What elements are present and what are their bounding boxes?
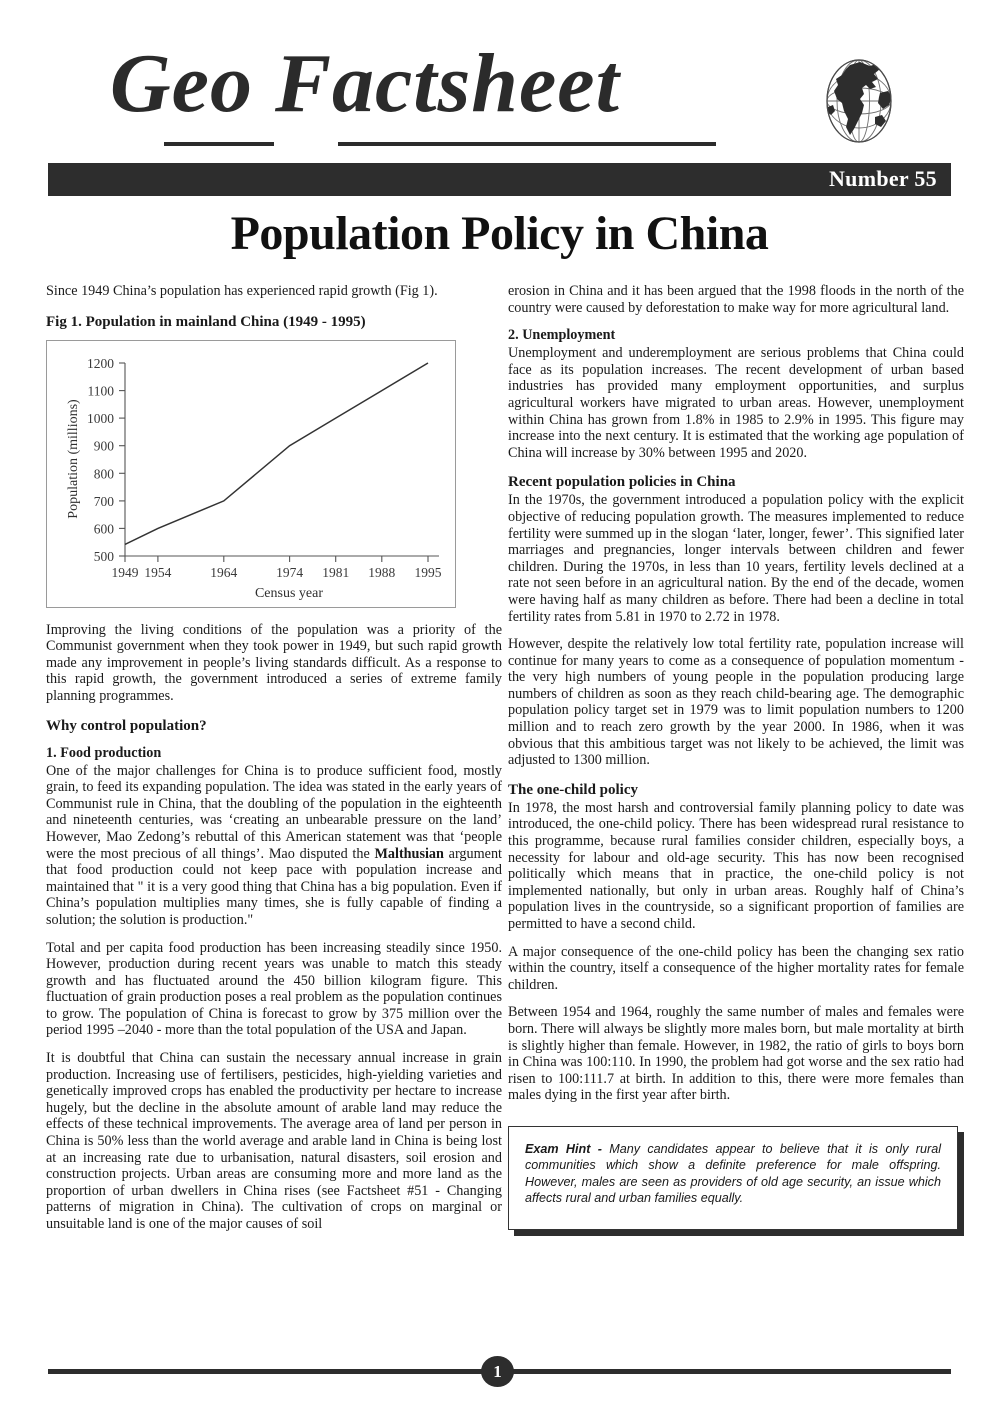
x-axis-title: Census year	[254, 585, 324, 601]
y-axis-ticks	[119, 363, 125, 556]
masthead	[48, 37, 951, 157]
svg-text:1000: 1000	[87, 410, 114, 426]
exam-hint-content	[509, 1127, 957, 1207]
svg-text:1974: 1974	[276, 564, 304, 580]
svg-text:1988: 1988	[368, 564, 396, 580]
svg-text:600: 600	[93, 520, 114, 536]
svg-text:700: 700	[93, 493, 114, 509]
one-child-paragraph-2: A major consequence of the one-child policy has been the changing sex ratio within the country, itself a consequence of the higher mortality rates for female children.	[508, 943, 964, 993]
masthead-title: Geo Factsheet	[110, 37, 620, 130]
food-p1-part-b: argument that food production could not keep pace with population increase and maintained that " it is a very good thing that China has a big population. Even if China’s population multiplies many times, she is fully capable of finding a solution; the solution is production."	[46, 845, 502, 928]
exam-hint-box	[508, 1126, 958, 1230]
page-number-badge: 1	[481, 1356, 514, 1387]
svg-text:1100: 1100	[87, 383, 114, 399]
unemployment-paragraph: Unemployment and underemployment are serious problems that China could face as its population increases. The recent development of urban based industries has provided many employment opportunities, and surplus agricultural workers have migrated to urban areas. However, unemployment within China has grown from 1.8% in 1985 to 2.9% in 1995. This figure may increase into the next century. It is estimated that the working age population of China will increase by 30% between 1995 and 2020.	[508, 345, 964, 461]
svg-text:1200: 1200	[87, 355, 114, 371]
svg-text:800: 800	[93, 465, 114, 481]
malthusian-bold-term: Malthusian	[374, 845, 444, 862]
subheading-food-production: 1. Food production	[46, 744, 162, 761]
svg-text:1949: 1949	[111, 564, 139, 580]
one-child-paragraph-1: In 1978, the most harsh and controversial family planning policy to date was introduced, the one-child policy. There has been widespread rural resistance to this programme, because rural families consider children, especially boys, a necessity for labour and old-age security. This has now been recognised politically which means that in practice, the one-child policy is not implemented nationally, but only in urban areas. Roughly half of China’s population lives in the countryside, so a significant proportion of families are permitted to have a second child.	[508, 799, 964, 932]
intro-paragraph: Since 1949 China’s population has experienced rapid growth (Fig 1).	[46, 283, 438, 299]
figure-1-population-chart	[46, 340, 456, 608]
svg-text:1964: 1964	[210, 564, 238, 580]
continued-soil-erosion-paragraph: erosion in China and it has been argued that the 1998 floods in the north of the country were caused by deforestation to make way for more agricultural land.	[508, 283, 964, 316]
heading-one-child-policy: The one-child policy	[508, 781, 639, 798]
svg-text:500: 500	[93, 548, 114, 564]
subheading-unemployment: 2. Unemployment	[508, 327, 616, 344]
left-column	[46, 283, 502, 1244]
svg-text:1981: 1981	[322, 564, 350, 580]
page-title: Population Policy in China	[230, 207, 769, 260]
svg-text:1995: 1995	[414, 564, 442, 580]
line-chart-svg	[47, 341, 455, 607]
x-axis-tick-labels	[112, 565, 442, 580]
right-column	[508, 283, 964, 1206]
food-production-paragraph-1	[46, 763, 502, 929]
population-series-line	[125, 363, 428, 544]
recent-policies-paragraph-2: However, despite the relatively low total fertility rate, population increase will continue for many years to come as a consequence of population momentum - the very high numbers of young people in the population producing large numbers of children as soon as they reach child-bearing age. The demographic population policy target set in 1979 was to limit population numbers to 1200 million and to reach zero growth by the year 2000. In 1986, when it was obvious that this ambitious target was not likely to be achieved, the limit was adjusted to 1300 million.	[508, 636, 964, 769]
food-p1-part-a: One of the major challenges for China is to produce sufficient food, mostly grain, to feed its expanding population. The idea was stated in the early years of Communist rule in China, that the doubling of the population in the eighteenth and nineteenth centuries, was ‘creating an unbearable pressure on the land’ However, Mao Zedong’s rebuttal of this American statement was that ‘people were the most precious of all things’. Mao disputed the	[46, 762, 502, 862]
globe-icon	[820, 55, 898, 147]
figure-caption: Fig 1. Population in mainland China (1949 - 1995)	[46, 313, 366, 330]
svg-text:900: 900	[93, 438, 114, 454]
heading-recent-population-policies: Recent population policies in China	[508, 474, 736, 491]
exam-hint-body: Many candidates appear to believe that it is only rural communities which show a definite preference for male offspring. However, males are seen as providers of old age security, an issue which affects rural and urban families equally.	[525, 1141, 941, 1206]
masthead-underline-factsheet	[338, 142, 716, 146]
food-production-paragraph-3: It is doubtful that China can sustain the necessary annual increase in grain production. Increasing use of fertilisers, pesticides, high-yielding varieties and genetically improved crops has enabled the productivity per hectare to increase hugely, but the decline in the absolute amount of arable land may reduce the effects of these technical improvements. The average area of land per person in China is 50% less than the world average and arable land in China is being lost at an increasing rate due to urbanisation, natural disasters, soil erosion and construction projects. Urban areas are consuming more and more land as the proportion of urban dwellers in China rises (see Factsheet #51 - Changing patterns of migration in China). The cultivation of crops on marginal or unsuitable land is one of the major causes of soil	[46, 1050, 502, 1232]
one-child-paragraph-3: Between 1954 and 1964, roughly the same number of males and females were born. There will always be slightly more males born, but male mortality at birth is slightly higher than female. However, in 1982, the ratio of girls to boys born in China was 100:110. In 1990, the problem had got worse and the sex ratio had risen to 100:111.7 at birth. In addition to this, there were more females than males dying in the first year after birth.	[508, 1004, 964, 1104]
y-axis-title: Population (millions)	[66, 398, 81, 519]
heading-why-control-population: Why control population?	[46, 717, 207, 734]
issue-number-label: Number 55	[828, 166, 937, 191]
exam-hint-label: Exam Hint -	[525, 1141, 602, 1156]
recent-policies-paragraph-1: In the 1970s, the government introduced a population policy with the explicit objective of reducing population growth. The measures implemented to reduce fertility were summed up in the slogan ‘later, longer, fewer’. This signified later marriages and pregnancies, longer intervals between children and fewer children. During the 1970s, in less than 10 years, fertility levels declined at a rate not seen before in an agricultural nation. By the end of the decade, women were having half as many children as before. There had been a decline in total fertility rates from 5.81 in 1970 to 2.72 in 1978.	[508, 492, 964, 625]
food-production-paragraph-2: Total and per capita food production has been increasing steadily since 1950. However, production during recent years was unable to match this steady growth and has fluctuated around the 450 billion kilogram figure. This fluctuation of grain production poses a real problem as the population continues to grow. The population of China is forecast to grow by 375 million over the period 1995 –2040 - more than the total population of the USA and Japan.	[46, 939, 502, 1039]
x-axis-ticks	[125, 556, 428, 562]
y-axis-tick-labels	[87, 356, 114, 564]
svg-text:1954: 1954	[144, 564, 172, 580]
masthead-underline-geo	[164, 142, 274, 146]
post-figure-paragraph: Improving the living conditions of the population was a priority of the Communist government when they took power in 1949, but such rapid growth made any improvement in people’s living standards difficult. As a response to this rapid growth, the government introduced a series of extreme family planning programmes.	[46, 621, 502, 704]
issue-number-bar	[48, 163, 951, 196]
